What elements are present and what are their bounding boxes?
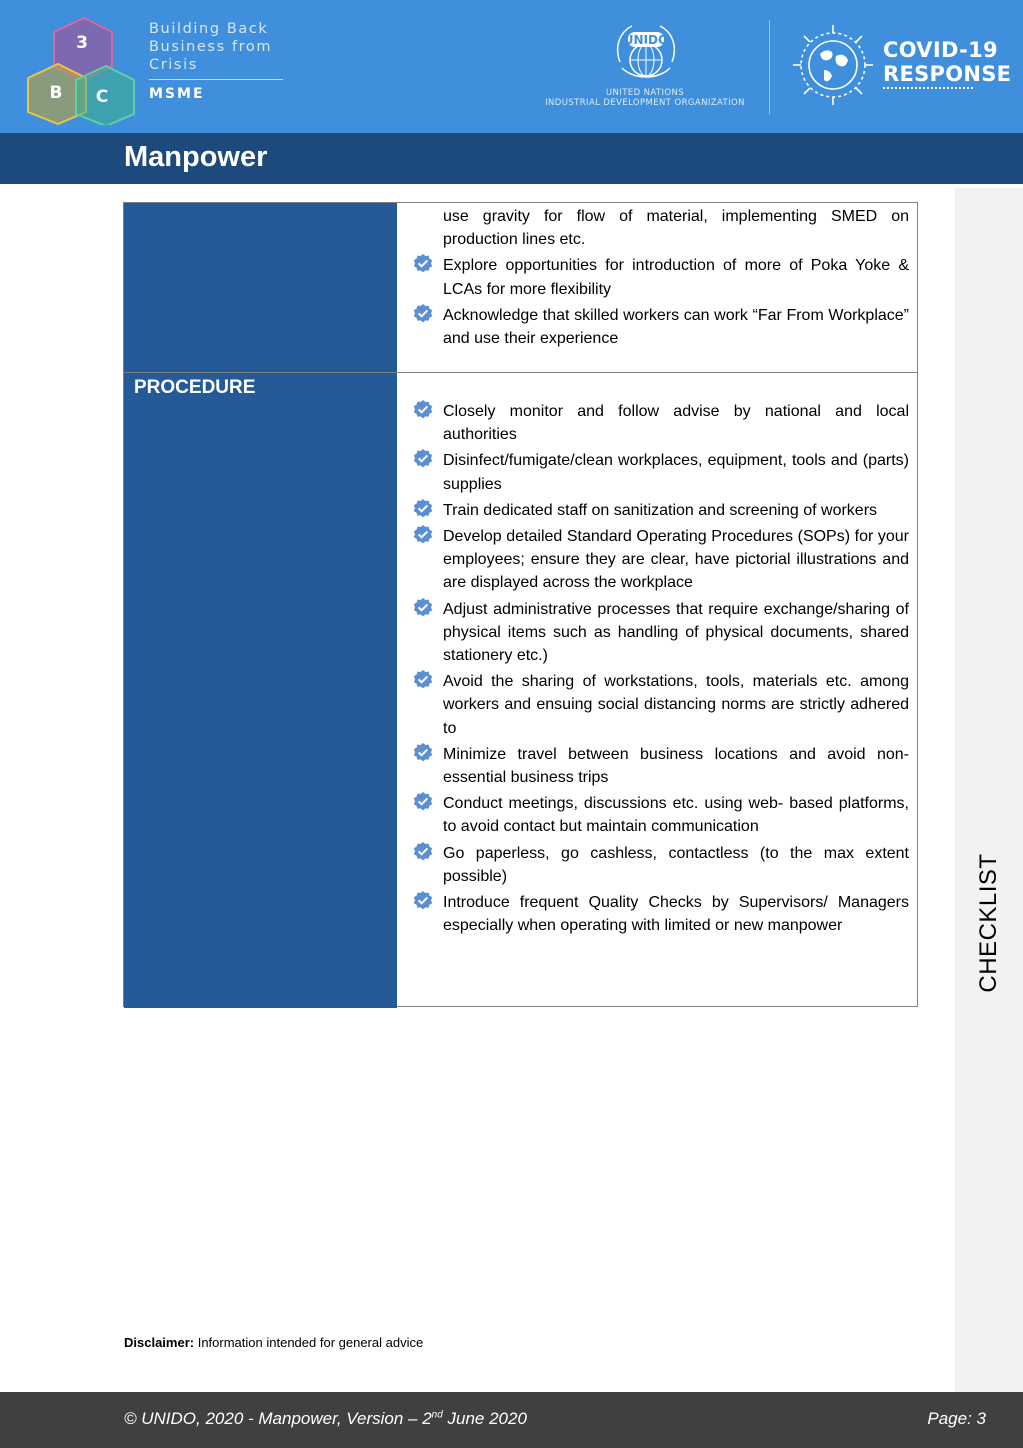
brand-msme: MSME: [149, 86, 205, 102]
svg-text:C: C: [95, 87, 109, 107]
list-item: [397, 400, 909, 446]
verified-check-icon: [413, 400, 433, 420]
list-item-text: Avoid the sharing of workstations, tools, materials etc. among workers and ensuing social distancing norms are strictly adhered to: [443, 673, 909, 737]
brand-line: Building Back: [149, 21, 269, 37]
bbbc-cubes-logo: [24, 10, 144, 125]
list-item-text: Closely monitor and follow advise by national and local authorities: [443, 403, 909, 444]
list-item: [397, 842, 909, 888]
covid-line1: COVID-19: [883, 38, 998, 62]
list-item: [397, 449, 909, 495]
footer: [0, 1392, 1023, 1448]
brand-text: [149, 20, 283, 102]
verified-check-icon: [413, 304, 433, 324]
covid-globe-icon: [790, 22, 876, 108]
svg-text:UNIDO: UNIDO: [623, 33, 669, 47]
unido-line2: INDUSTRIAL DEVELOPMENT ORGANIZATION: [545, 98, 745, 108]
header-divider: [769, 20, 770, 114]
list-item: [397, 743, 909, 789]
covid-response-text: [883, 38, 1011, 86]
checklist-items: [397, 205, 909, 353]
unido-emblem-icon: [612, 22, 680, 84]
verified-check-icon: [413, 449, 433, 469]
unido-caption: [530, 88, 760, 108]
verified-check-icon: [413, 670, 433, 690]
list-item: [397, 254, 909, 300]
list-item-text: Introduce frequent Quality Checks by Supervisors/ Managers especially when operating with limited or new manpower: [443, 894, 909, 935]
verified-check-icon: [413, 499, 433, 519]
brand-line: Crisis: [149, 57, 198, 73]
verified-check-icon: [413, 792, 433, 812]
list-item-text: Train dedicated staff on sanitization and screening of workers: [443, 501, 878, 519]
footer-left-prefix: © UNIDO, 2020 - Manpower, Version – 2: [124, 1409, 432, 1428]
list-item: [397, 525, 909, 595]
svg-text:B: B: [49, 83, 63, 103]
list-item: [397, 304, 909, 350]
list-item-text: Develop detailed Standard Operating Procedures (SOPs) for your employees; ensure they are clear, have pictorial illustrations and are displayed across the workplace: [443, 528, 909, 592]
list-item: [397, 891, 909, 937]
list-item-text: Conduct meetings, discussions etc. using web- based platforms, to avoid contact but maintain communication: [443, 795, 909, 836]
row-label-cell: [124, 372, 397, 1008]
list-item-text: Disinfect/fumigate/clean workplaces, equipment, tools and (parts) supplies: [443, 452, 909, 493]
disclaimer-text: Information intended for general advice: [197, 1335, 424, 1350]
row-label-cell: [124, 203, 397, 372]
row-label: PROCEDURE: [134, 377, 256, 398]
list-item-text: Explore opportunities for introduction of more of Poka Yoke & LCAs for more flexibility: [443, 257, 909, 298]
checklist-table: [123, 202, 918, 1007]
disclaimer: [124, 1335, 423, 1350]
row-content-cell: [397, 203, 917, 372]
brand-divider: [149, 79, 283, 80]
svg-text:3: 3: [76, 33, 88, 53]
list-item-text: Acknowledge that skilled workers can work “Far From Workplace” and use their experience: [443, 306, 909, 348]
covid-line2: RESPONSE: [883, 62, 1012, 86]
list-item: [397, 792, 909, 838]
title-band: [0, 133, 1023, 184]
covid-dashed-rule: [883, 87, 973, 89]
list-item-text: Minimize travel between business locations and avoid non-essential business trips: [443, 745, 909, 787]
verified-check-icon: [413, 525, 433, 545]
checklist-side-label: CHECKLIST: [975, 853, 1002, 993]
checklist-items: [397, 400, 909, 940]
page-title: Manpower: [124, 141, 268, 173]
footer-left-suffix: June 2020: [442, 1409, 527, 1428]
list-item-text: Adjust administrative processes that require exchange/sharing of physical items such as handling of physical documents, shared stationery etc.): [443, 600, 909, 665]
checklist-side-strip: [955, 188, 1023, 1392]
list-item: [397, 598, 909, 668]
unido-line1: UNITED NATIONS: [605, 88, 685, 98]
list-item: [397, 670, 909, 740]
list-item-continuation: use gravity for flow of material, implementing SMED on production lines etc.: [443, 208, 909, 249]
brand-line: Business from: [149, 39, 273, 55]
footer-left-sup: nd: [431, 1409, 443, 1421]
verified-check-icon: [413, 743, 433, 763]
footer-page-number: Page: 3: [927, 1409, 986, 1428]
header-banner: [0, 0, 1023, 133]
verified-check-icon: [413, 598, 433, 618]
verified-check-icon: [413, 254, 433, 274]
verified-check-icon: [413, 891, 433, 911]
verified-check-icon: [413, 842, 433, 862]
list-item-text: Go paperless, go cashless, contactless (to the max extent possible): [443, 844, 909, 885]
footer-copyright: [124, 1409, 527, 1429]
row-content-cell: [397, 372, 917, 1008]
disclaimer-label: Disclaimer:: [124, 1335, 195, 1350]
list-item: [397, 499, 909, 522]
